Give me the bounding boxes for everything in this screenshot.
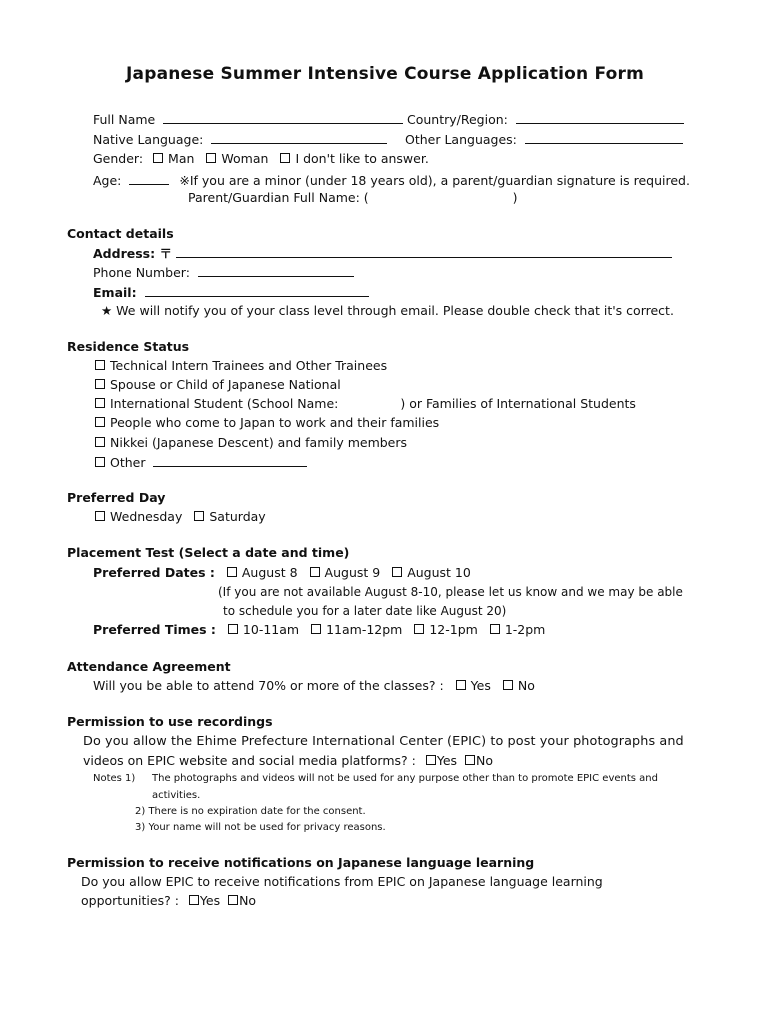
residence-option-nikkei xyxy=(93,435,407,451)
residence-trainees-checkbox[interactable] xyxy=(95,360,105,370)
recordings-line2-row xyxy=(83,753,493,769)
gender-woman-label: Woman xyxy=(221,151,269,166)
wednesday-checkbox[interactable] xyxy=(95,511,105,521)
guardian-label: Parent/Guardian Full Name: ( xyxy=(188,190,369,205)
recordings-no-label: No xyxy=(476,753,494,768)
address-field[interactable] xyxy=(176,245,672,258)
gender-label: Gender: xyxy=(93,151,144,166)
gender-man-label: Man xyxy=(168,151,195,166)
residence-other-checkbox[interactable] xyxy=(95,457,105,467)
full-name-row xyxy=(93,111,403,128)
saturday-label: Saturday xyxy=(209,509,266,524)
date-aug10-label: August 10 xyxy=(407,565,471,580)
wednesday-label: Wednesday xyxy=(110,509,183,524)
attendance-yes-checkbox[interactable] xyxy=(456,680,466,690)
recordings-notes-label: Notes 1) xyxy=(93,773,136,784)
attendance-yes-label: Yes xyxy=(470,678,491,693)
notifications-yes-checkbox[interactable] xyxy=(189,895,199,905)
other-languages-label: Other Languages: xyxy=(405,132,517,147)
form-title: Japanese Summer Intensive Course Application Form xyxy=(126,64,644,84)
recordings-note1a: The photographs and videos will not be used for any purpose other than to promote EPIC events and xyxy=(152,773,658,784)
date-aug10-checkbox[interactable] xyxy=(392,567,402,577)
residence-spouse-checkbox[interactable] xyxy=(95,379,105,389)
address-label: Address: 〒 xyxy=(93,246,172,261)
full-name-label: Full Name xyxy=(93,112,156,127)
address-row xyxy=(93,245,672,262)
email-field[interactable] xyxy=(145,284,369,297)
recordings-note3: 3) Your name will not be used for privacy reasons. xyxy=(135,822,386,833)
notifications-no-label: No xyxy=(239,893,257,908)
guardian-close: ) xyxy=(512,190,518,205)
attendance-no-checkbox[interactable] xyxy=(503,680,513,690)
guardian-row xyxy=(188,190,518,206)
gender-man-checkbox[interactable] xyxy=(153,153,163,163)
country-field[interactable] xyxy=(516,111,684,124)
preferred-times-label: Preferred Times : xyxy=(93,622,216,637)
notifications-line2-row xyxy=(81,893,256,909)
time-10-11-label: 10-11am xyxy=(242,622,300,637)
residence-trainees-label: Technical Intern Trainees and Other Trainees xyxy=(110,358,388,373)
email-label: Email: xyxy=(93,285,137,300)
age-label: Age: xyxy=(93,173,122,188)
residence-student-checkbox[interactable] xyxy=(95,398,105,408)
notifications-line2: opportunities? : xyxy=(81,893,179,908)
attendance-heading: Attendance Agreement xyxy=(67,659,231,674)
placement-note-line1: (If you are not available August 8-10, please let us know and we may be able xyxy=(218,585,683,599)
recordings-note2: 2) There is no expiration date for the consent. xyxy=(135,806,366,817)
age-field[interactable] xyxy=(129,172,169,185)
recordings-yes-label: Yes xyxy=(436,753,458,768)
preferred-dates-row xyxy=(93,565,471,581)
residence-option-trainees xyxy=(93,358,387,374)
residence-families-label: ) or Families of International Students xyxy=(400,396,636,411)
time-11-12-label: 11am-12pm xyxy=(326,622,403,637)
country-label: Country/Region: xyxy=(407,112,508,127)
recordings-note1b: activities. xyxy=(152,790,201,801)
residence-workers-label: People who come to Japan to work and their families xyxy=(110,415,440,430)
phone-label: Phone Number: xyxy=(93,265,190,280)
other-languages-row xyxy=(405,131,683,148)
date-aug9-label: August 9 xyxy=(324,565,381,580)
notifications-yes-label: Yes xyxy=(199,893,221,908)
attendance-question: Will you be able to attend 70% or more of the classes? : xyxy=(93,678,444,693)
residence-other-label: Other xyxy=(110,455,146,470)
residence-student-label: International Student (School Name: xyxy=(110,396,339,411)
notifications-heading: Permission to receive notifications on Japanese language learning xyxy=(67,855,535,870)
gender-no-answer-label: I don't like to answer. xyxy=(295,151,429,166)
time-1-2-checkbox[interactable] xyxy=(490,624,500,634)
phone-row xyxy=(93,264,354,281)
residence-other-field[interactable] xyxy=(153,454,307,467)
native-language-field[interactable] xyxy=(211,131,387,144)
notifications-no-checkbox[interactable] xyxy=(228,895,238,905)
gender-woman-checkbox[interactable] xyxy=(206,153,216,163)
time-10-11-checkbox[interactable] xyxy=(228,624,238,634)
native-language-row xyxy=(93,131,387,148)
time-12-1-label: 12-1pm xyxy=(429,622,478,637)
native-language-label: Native Language: xyxy=(93,132,204,147)
email-note: ★ We will notify you of your class level through email. Please double check that it's correct. xyxy=(101,303,674,318)
time-1-2-label: 1-2pm xyxy=(504,622,546,637)
email-row xyxy=(93,284,369,301)
recordings-line2: videos on EPIC website and social media platforms? : xyxy=(83,753,416,768)
attendance-row xyxy=(93,678,535,694)
placement-note-line2: to schedule you for a later date like August 20) xyxy=(223,604,507,618)
recordings-line1: Do you allow the Ehime Prefecture International Center (EPIC) to post your photographs and xyxy=(83,734,684,749)
gender-no-answer-checkbox[interactable] xyxy=(280,153,290,163)
residence-option-spouse xyxy=(93,377,341,393)
residence-workers-checkbox[interactable] xyxy=(95,417,105,427)
recordings-yes-checkbox[interactable] xyxy=(426,755,436,765)
preferred-times-row xyxy=(93,622,545,638)
age-row xyxy=(93,172,690,189)
residence-nikkei-label: Nikkei (Japanese Descent) and family members xyxy=(110,435,408,450)
preferred-day-row xyxy=(93,509,266,525)
placement-heading: Placement Test (Select a date and time) xyxy=(67,545,350,560)
notifications-line1: Do you allow EPIC to receive notifications from EPIC on Japanese language learning xyxy=(81,874,603,889)
saturday-checkbox[interactable] xyxy=(194,511,204,521)
phone-field[interactable] xyxy=(198,264,354,277)
time-11-12-checkbox[interactable] xyxy=(311,624,321,634)
recordings-heading: Permission to use recordings xyxy=(67,714,273,729)
recordings-no-checkbox[interactable] xyxy=(465,755,475,765)
residence-option-workers xyxy=(93,415,439,431)
residence-spouse-label: Spouse or Child of Japanese National xyxy=(110,377,341,392)
date-aug9-checkbox[interactable] xyxy=(310,567,320,577)
residence-option-student xyxy=(93,396,636,412)
time-12-1-checkbox[interactable] xyxy=(414,624,424,634)
contact-heading: Contact details xyxy=(67,226,174,241)
date-aug8-checkbox[interactable] xyxy=(227,567,237,577)
preferred-day-heading: Preferred Day xyxy=(67,490,166,505)
full-name-field[interactable] xyxy=(163,111,403,124)
residence-heading: Residence Status xyxy=(67,339,190,354)
residence-nikkei-checkbox[interactable] xyxy=(95,437,105,447)
preferred-dates-label: Preferred Dates : xyxy=(93,565,215,580)
country-row xyxy=(407,111,684,128)
gender-row xyxy=(93,151,429,167)
minor-note: ※If you are a minor (under 18 years old), a parent/guardian signature is required. xyxy=(179,173,690,188)
attendance-no-label: No xyxy=(517,678,535,693)
residence-option-other xyxy=(93,454,307,471)
date-aug8-label: August 8 xyxy=(241,565,298,580)
other-languages-field[interactable] xyxy=(525,131,683,144)
